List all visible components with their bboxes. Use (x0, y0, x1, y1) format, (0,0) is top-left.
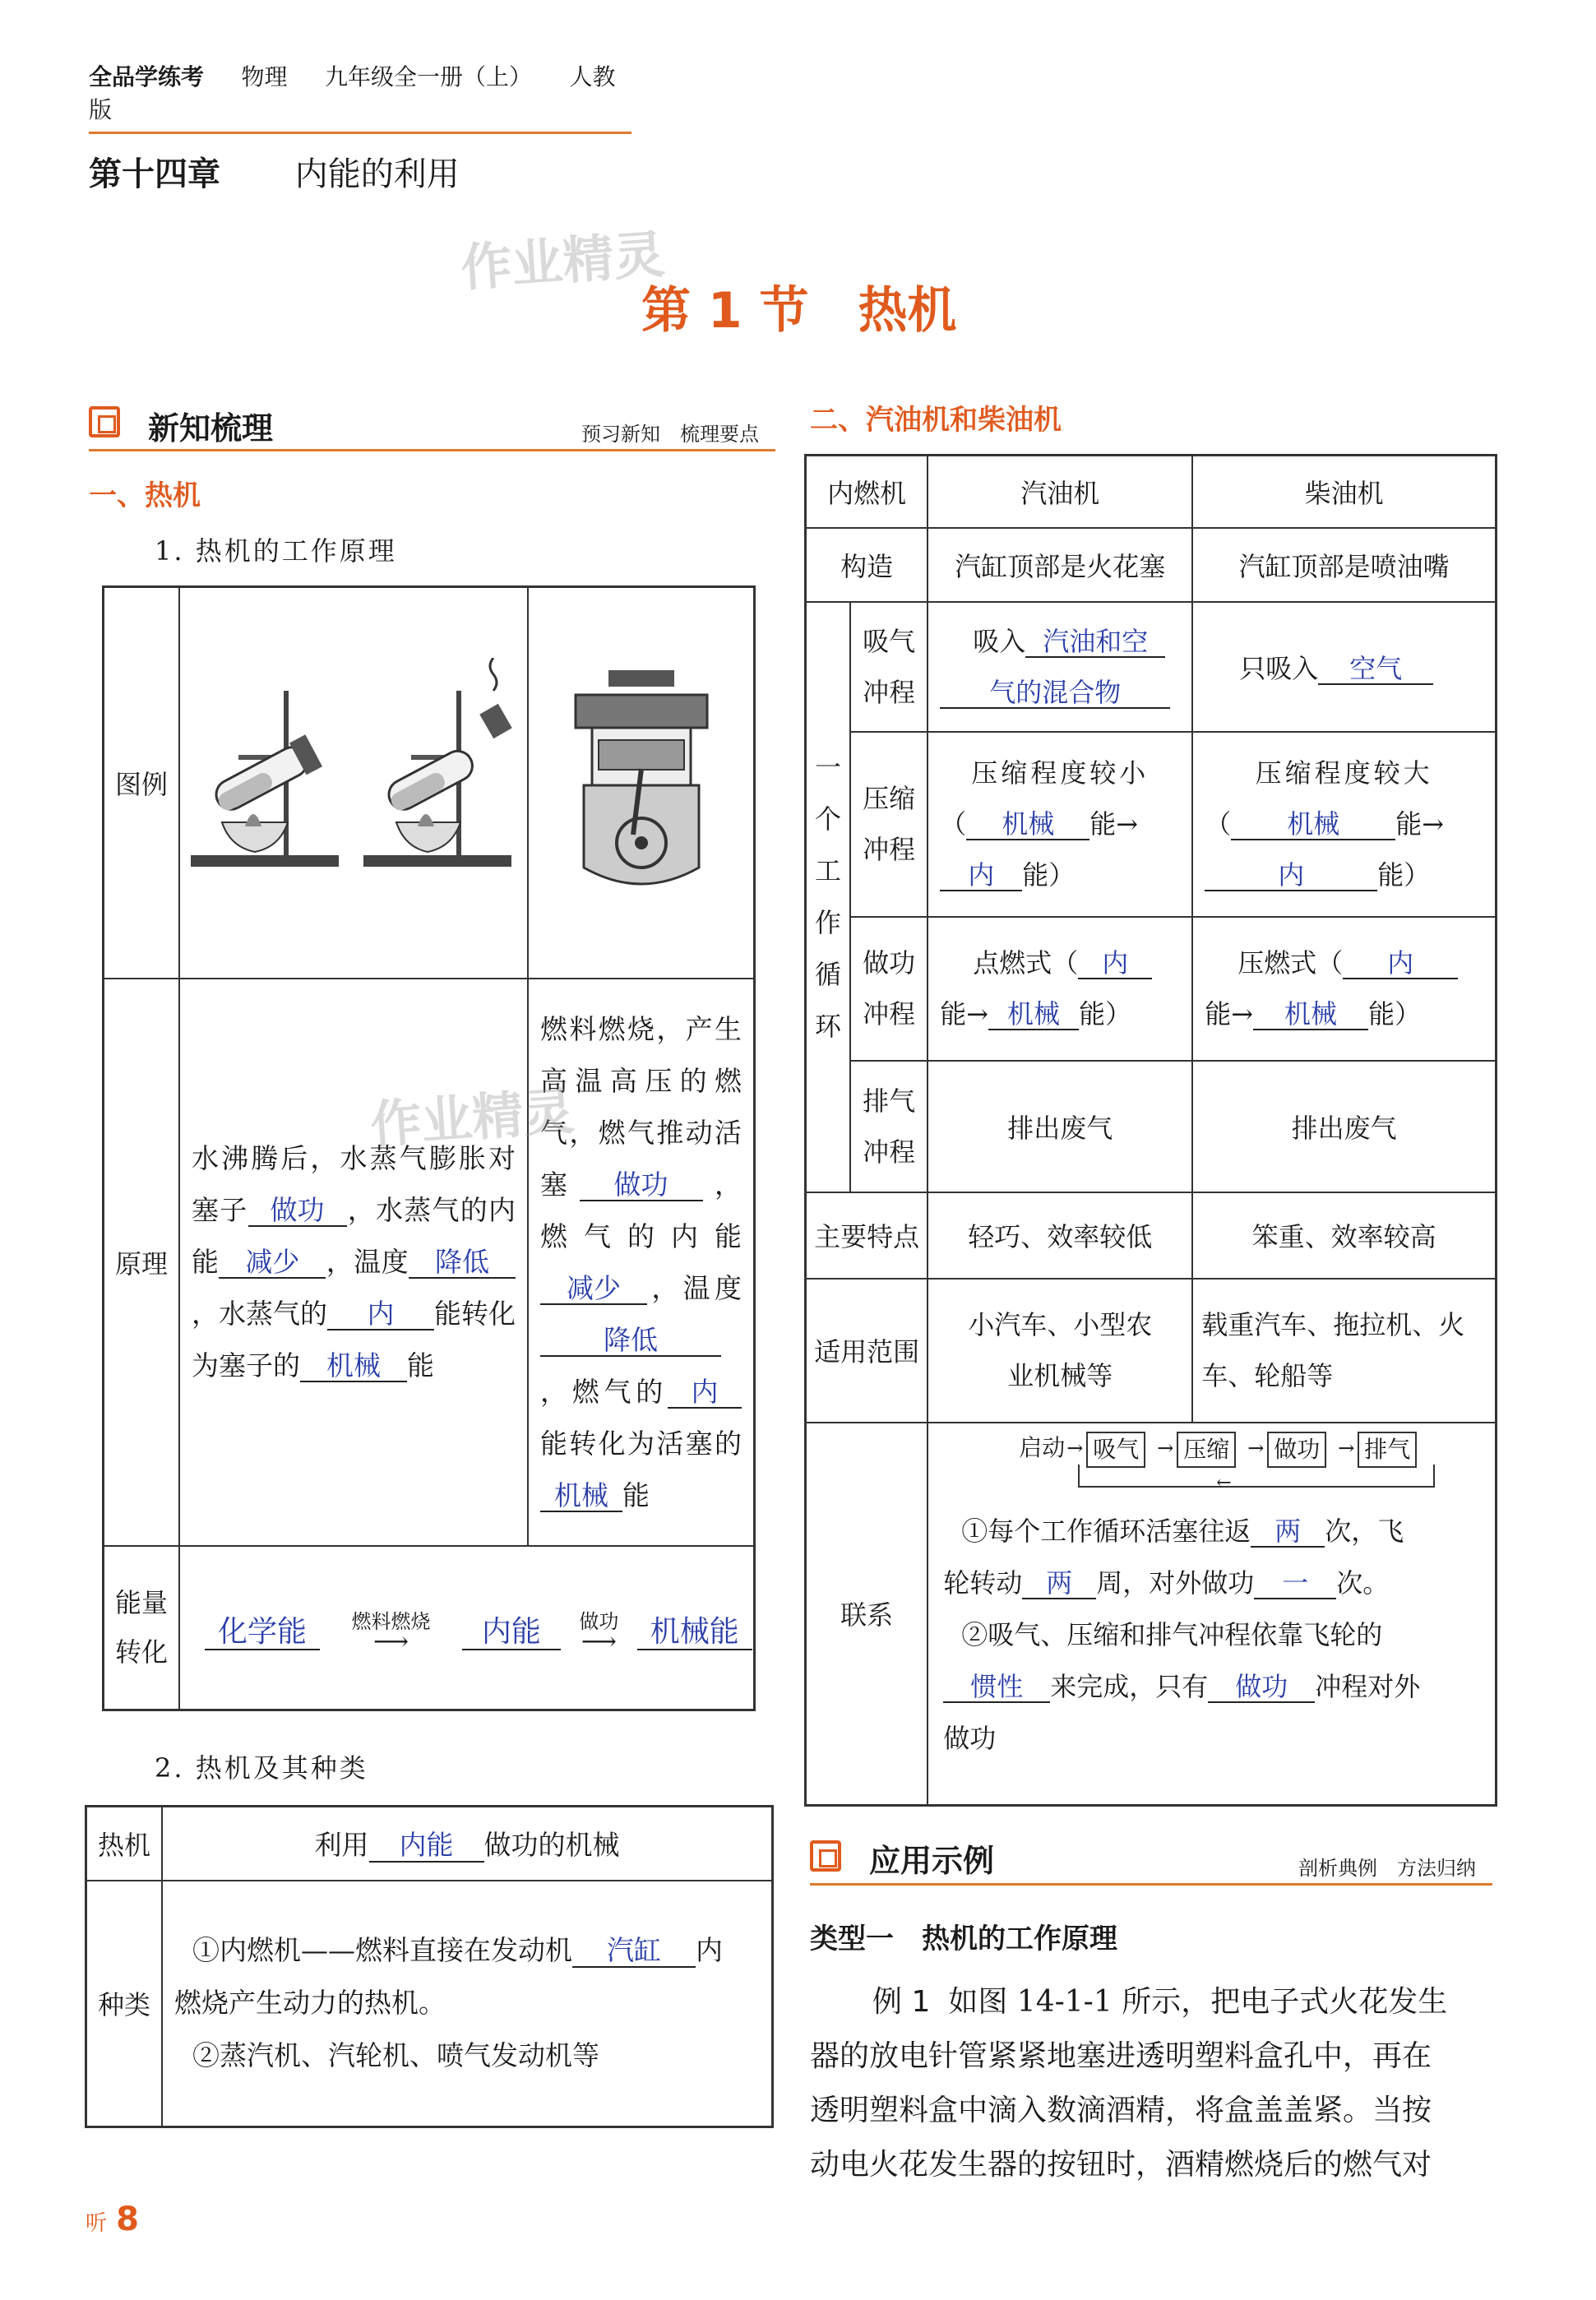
engine-types (162, 1881, 773, 2127)
gas-compress-mid: 能→ (1089, 808, 1139, 840)
diesel-intake (1192, 602, 1496, 732)
diesel-compress-end: 能） (1377, 859, 1431, 891)
diesel-exhaust: 排出废气 (1192, 1061, 1496, 1192)
def-ans-internal: 内能 (369, 1830, 484, 1862)
diesel-power-a: 压燃式（ (1237, 947, 1344, 979)
gas-intake (928, 602, 1192, 732)
engine-cylinder-figure (559, 662, 724, 900)
diesel-power-mid: 能→ (1205, 998, 1254, 1030)
diesel-structure: 汽缸顶部是喷油嘴 (1192, 528, 1496, 602)
right-text-6: 能 (622, 1479, 650, 1511)
new-knowledge-title: 新知梳理 (148, 410, 274, 447)
gas-compress-open: （ (940, 808, 967, 840)
gas-power (928, 917, 1192, 1061)
relation-l1a: ①每个工作循环活塞往返 (961, 1515, 1251, 1547)
section-icon (89, 406, 120, 437)
left-ans-decrease: 减少 (219, 1247, 326, 1279)
grade: 九年级全一册（上） (325, 63, 533, 90)
right-text-2: ，燃气的内能 (540, 1168, 742, 1252)
heat-engine-types-table (85, 1805, 774, 2128)
energy-chemical: 化学能 (205, 1616, 320, 1650)
relation-ans-once: 一 (1254, 1569, 1336, 1599)
row-label-types: 种类 (86, 1881, 163, 2127)
cycle-label (806, 602, 851, 1192)
relation-ans-inertia: 惯性 (943, 1673, 1050, 1703)
new-knowledge-subtitle: 预习新知 梳理要点 (581, 423, 759, 446)
diesel-compress-a: 压缩程度较大 (1255, 757, 1433, 789)
types-line1-a: ①内燃机——燃料直接在发动机 (192, 1934, 572, 1967)
left-text-6: 能 (407, 1349, 434, 1381)
left-ans-lower: 降低 (409, 1247, 516, 1279)
gas-scope: 小汽车、小型农业机械等 (928, 1279, 1192, 1423)
cycle-arrow-start: → (1066, 1436, 1084, 1460)
gas-features: 轻巧、效率较低 (928, 1192, 1192, 1279)
row-label-power (850, 917, 928, 1061)
gas-compress-ans1: 机械 (966, 810, 1089, 840)
diesel-intake-a: 只吸入 (1239, 652, 1319, 684)
left-text-3: ，温度 (326, 1246, 409, 1278)
diesel-features: 笨重、效率较高 (1192, 1192, 1496, 1279)
exhaust-label-text: 排气冲程 (863, 1085, 916, 1168)
types-line2: 燃烧产生动力的热机。 (174, 1987, 446, 2020)
diesel-compress-mid: 能→ (1395, 808, 1445, 840)
page-footer (86, 2201, 139, 2238)
arrow-label-work: 做功 (579, 1609, 619, 1633)
principle-right (528, 979, 755, 1546)
intake-label-text: 吸气冲程 (863, 625, 916, 708)
diesel-scope: 载重汽车、拖拉机、火车、轮船等 (1192, 1279, 1496, 1423)
arrow-label-burn: 燃料燃烧 (351, 1609, 431, 1633)
relation-l3: ②吸气、压缩和排气冲程依靠飞轮的 (961, 1618, 1383, 1650)
cycle-arrow-3: → (1338, 1436, 1355, 1460)
left-ans-work: 做功 (248, 1196, 347, 1227)
energy-conversion (179, 1546, 755, 1710)
gas-compress-end: 能） (1022, 859, 1076, 891)
series-name: 全品学练考 (89, 63, 205, 90)
gas-power-end: 能） (1079, 998, 1132, 1030)
gas-intake-a: 吸入 (973, 625, 1026, 657)
part1-title: 一、热机 (89, 479, 201, 512)
diesel-compress-ans2: 内 (1205, 861, 1377, 891)
relation-l2a: 轮转动 (943, 1566, 1023, 1599)
types-ans-cylinder: 汽缸 (572, 1936, 696, 1967)
application-header (810, 1835, 1492, 1886)
diesel-compress-ans1: 机械 (1231, 810, 1395, 840)
row-label-engine: 热机 (86, 1807, 163, 1881)
right-ans-mechanical: 机械 (540, 1481, 622, 1512)
diesel-compress-open: （ (1205, 808, 1232, 840)
item1-title: 1. 热机的工作原理 (155, 535, 397, 567)
relation-ans-power: 做功 (1208, 1673, 1315, 1703)
col-header-gasoline: 汽油机 (928, 456, 1192, 528)
example-line-4: 动电火花发生器的按钮时，酒精燃烧后的燃气对 (810, 2148, 1432, 2182)
types-line1-b: 内 (696, 1934, 723, 1967)
row-label-relation: 联系 (806, 1423, 928, 1806)
left-text-4: ，水蒸气的 (192, 1298, 327, 1330)
item2-title: 2. 热机及其种类 (155, 1752, 368, 1784)
gas-structure: 汽缸顶部是火花塞 (928, 528, 1192, 602)
right-text-1: 燃料燃烧，产生高温高压的燃气，燃气推动活塞 (540, 1012, 742, 1201)
test-tube-apparatus-figure (181, 658, 526, 905)
arrow-1: ⟶ (372, 1627, 409, 1656)
gas-intake-ans1: 汽油和空 (1025, 627, 1165, 658)
right-text-5: 能转化为活塞的 (540, 1427, 742, 1460)
application-icon (810, 1840, 841, 1872)
right-text-3: ，温度 (647, 1271, 742, 1304)
left-ans-mechanical: 机械 (300, 1351, 407, 1382)
energy-internal: 内能 (462, 1616, 561, 1650)
example-1 (810, 1975, 1492, 2192)
left-text-2: ，水蒸气的内能 (192, 1194, 516, 1278)
application-title: 应用示例 (869, 1843, 995, 1879)
cycle-start-label: 启动 (1019, 1433, 1066, 1461)
principle-left (179, 979, 528, 1546)
diesel-power (1192, 917, 1496, 1061)
engine-definition (162, 1807, 773, 1881)
row-label-figure: 图例 (104, 587, 180, 979)
cycle-return-arrow: ← (1216, 1472, 1232, 1493)
energy-mechanical: 机械能 (637, 1616, 752, 1650)
diesel-power-ans2: 机械 (1253, 1000, 1368, 1030)
compress-label-text: 压缩冲程 (863, 783, 916, 865)
relation-l2b: 周，对外做功 (1096, 1566, 1255, 1599)
figure-test-tubes (179, 587, 528, 979)
gas-compress-ans2: 内 (940, 861, 1022, 891)
cycle-label-text: 一个工作循环 (814, 751, 841, 1042)
example-line-1: 如图 14-1-1 所示，把电子式火花发生 (948, 1985, 1448, 2019)
types-line3: ②蒸汽机、汽轮机、喷气发动机等 (192, 2039, 599, 2072)
row-label-scope: 适用范围 (806, 1279, 928, 1423)
chapter-title: 内能的利用 (294, 155, 460, 193)
chapter-heading (89, 148, 460, 195)
part2-title: 二、汽油机和柴油机 (810, 404, 1062, 437)
col-header-engine: 内燃机 (806, 456, 928, 528)
example-line-2: 器的放电针管紧紧地塞进透明塑料盒孔中，再在 (810, 2039, 1432, 2073)
running-header (89, 59, 631, 134)
left-text-1: 水沸腾后，水蒸气膨胀对塞子 (192, 1142, 516, 1226)
right-ans-decrease: 减少 (540, 1274, 647, 1305)
right-ans-lower: 降低 (540, 1326, 721, 1357)
page-number: 8 (116, 2201, 139, 2238)
relation-l1b: 次，飞 (1325, 1515, 1404, 1547)
col-header-diesel: 柴油机 (1192, 456, 1496, 528)
watermark-middle: 作业精灵 (368, 1081, 576, 1155)
diesel-intake-ans: 空气 (1318, 655, 1433, 685)
def-text-b: 做功的机械 (483, 1829, 620, 1862)
relation-ans-two: 两 (1022, 1569, 1096, 1599)
right-ans-internal: 内 (668, 1377, 742, 1409)
cycle-return-line (1078, 1465, 1435, 1488)
row-label-principle: 原理 (104, 979, 180, 1546)
relation-l4a: 来完成，只有 (1050, 1670, 1209, 1702)
stroke-box-intake: 吸气 (1086, 1432, 1145, 1468)
new-knowledge-header (89, 403, 775, 451)
diesel-compress (1192, 732, 1496, 917)
def-text-a: 利用 (314, 1829, 369, 1862)
gas-power-ans1: 内 (1078, 949, 1152, 979)
relation-content (928, 1423, 1496, 1806)
footer-label: 听 (86, 2211, 108, 2236)
gas-power-a: 点燃式（ (973, 947, 1079, 979)
diesel-power-end: 能） (1368, 998, 1422, 1030)
gas-compress-a: 压缩程度较小 (971, 757, 1150, 789)
watermark-top: 作业精灵 (459, 224, 667, 298)
edition: 人教版 (89, 63, 616, 123)
diesel-power-ans1: 内 (1343, 949, 1458, 979)
relation-l5: 做功 (943, 1722, 997, 1754)
relation-l4b: 冲程对外 (1315, 1670, 1421, 1702)
gas-power-mid: 能→ (940, 998, 989, 1030)
stroke-box-compress: 压缩 (1177, 1432, 1236, 1468)
row-label-exhaust (850, 1061, 928, 1192)
right-text-4: ，燃气的 (540, 1375, 668, 1408)
example-label: 例 1 (872, 1985, 931, 2019)
subject: 物理 (241, 63, 288, 90)
stroke-cycle-diagram (1019, 1432, 1478, 1506)
cycle-arrow-1: → (1157, 1436, 1174, 1460)
example-line-3: 透明塑料盒中滴入数滴酒精，将盒盖盖紧。当按 (810, 2094, 1432, 2127)
left-text-5: 能转化为塞子的 (192, 1298, 516, 1381)
row-label-features: 主要特点 (806, 1192, 928, 1279)
row-label-compress (850, 732, 928, 917)
right-ans-work: 做功 (580, 1170, 703, 1201)
gas-compress (928, 732, 1192, 917)
arrow-2: ⟶ (581, 1627, 617, 1656)
relation-ans-twice: 两 (1251, 1517, 1325, 1548)
cycle-arrow-2: → (1247, 1436, 1265, 1460)
chapter-number: 第十四章 (89, 155, 220, 193)
gasoline-diesel-table (804, 454, 1497, 1807)
gas-exhaust: 排出废气 (928, 1061, 1192, 1192)
gas-intake-ans2: 气的混合物 (940, 678, 1170, 709)
row-label-structure: 构造 (806, 528, 928, 602)
figure-engine-cross-section (528, 587, 755, 979)
section-title: 第 1 节 热机 (641, 282, 957, 340)
relation-l2c: 次。 (1336, 1566, 1390, 1599)
stroke-box-exhaust: 排气 (1358, 1432, 1417, 1468)
row-label-intake (850, 602, 928, 732)
row-label-energy: 能量转化 (104, 1546, 180, 1710)
left-ans-internal: 内 (327, 1299, 434, 1330)
gas-power-ans2: 机械 (988, 1000, 1079, 1030)
type1-title: 类型一 热机的工作原理 (810, 1923, 1117, 1955)
power-label-text: 做功冲程 (863, 947, 916, 1030)
application-subtitle: 剖析典例 方法归纳 (1298, 1857, 1476, 1880)
stroke-box-power: 做功 (1267, 1432, 1326, 1468)
